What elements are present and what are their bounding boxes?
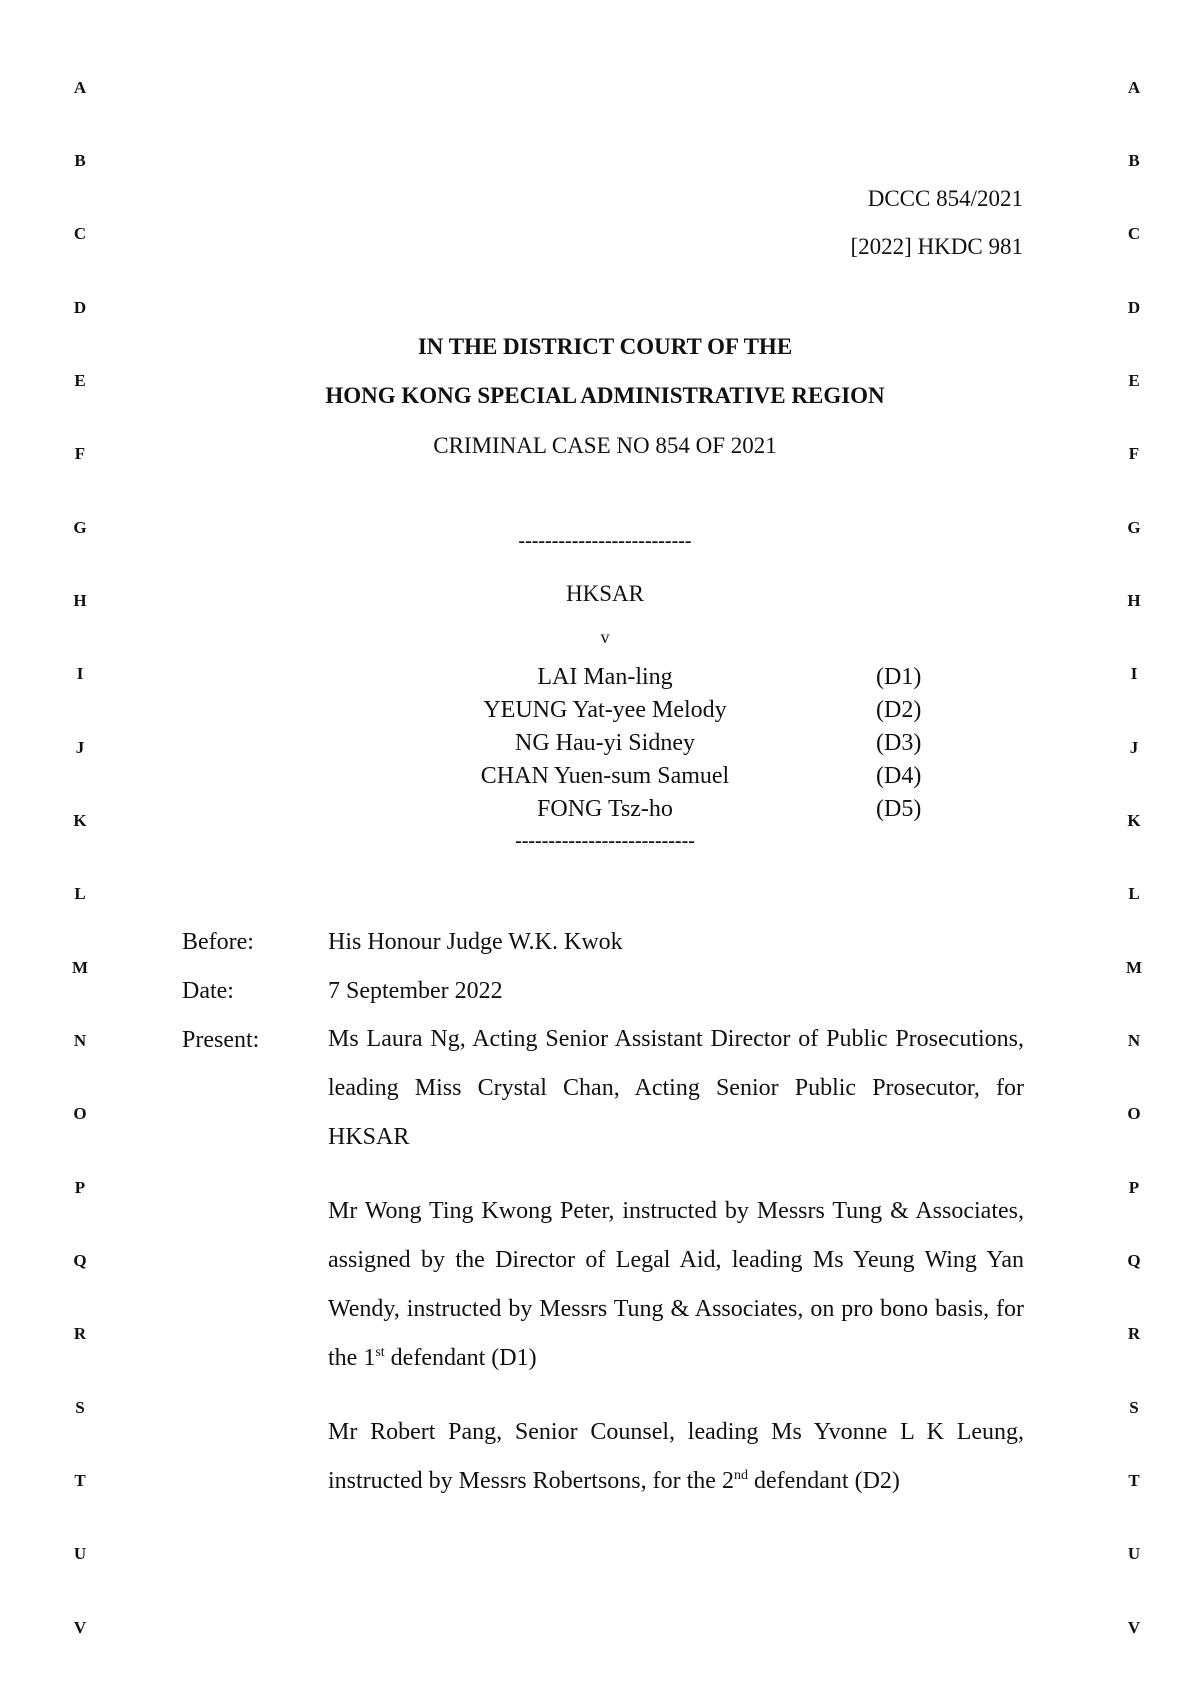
criminal-case-number: CRIMINAL CASE NO 854 OF 2021 bbox=[433, 433, 777, 458]
d2-ordinal-suffix: nd bbox=[733, 1468, 748, 1483]
d2-counsel bbox=[328, 1408, 1024, 1506]
margin-letter-u-left: U bbox=[73, 1544, 87, 1563]
defendant-code: (D3) bbox=[876, 730, 922, 756]
judge-name: His Honour Judge W.K. Kwok bbox=[328, 929, 623, 955]
margin-letter-k-left: K bbox=[73, 811, 87, 830]
d2-counsel-text: Mr Robert Pang, Senior Counsel, leading Ms Yvonne L K Leung, instructed by Messrs Robertsons, for the 2 bbox=[328, 1419, 1024, 1494]
margin-letter-t-left: T bbox=[74, 1471, 86, 1490]
defendant-name: LAI Man-ling bbox=[537, 664, 673, 690]
defendant-code: (D5) bbox=[876, 796, 922, 822]
margin-letter-f-left: F bbox=[74, 444, 86, 463]
date-label: Date: bbox=[182, 978, 234, 1004]
margin-letter-b-left: B bbox=[74, 151, 86, 170]
court-title-line-2: HONG KONG SPECIAL ADMINISTRATIVE REGION bbox=[325, 383, 885, 408]
margin-letter-g-left: G bbox=[73, 518, 87, 537]
present-label: Present: bbox=[182, 1027, 260, 1053]
margin-letter-l-right: L bbox=[1128, 884, 1140, 903]
margin-letter-h-left: H bbox=[73, 591, 87, 610]
d2-counsel-tail: defendant (D2) bbox=[747, 1468, 900, 1494]
margin-letter-q-right: Q bbox=[1127, 1251, 1141, 1270]
margin-letter-r-left: R bbox=[73, 1324, 87, 1343]
margin-letter-n-left: N bbox=[73, 1031, 87, 1050]
neutral-citation: [2022] HKDC 981 bbox=[850, 234, 1023, 259]
margin-letter-u-right: U bbox=[1127, 1544, 1141, 1563]
defendant-code: (D2) bbox=[876, 697, 922, 723]
versus-label: v bbox=[600, 627, 610, 647]
margin-letter-i-left: I bbox=[76, 664, 84, 683]
margin-letter-k-right: K bbox=[1127, 811, 1141, 830]
margin-letter-o-right: O bbox=[1127, 1104, 1141, 1123]
margin-letter-m-left: M bbox=[71, 958, 89, 977]
d1-ordinal-suffix: st bbox=[375, 1345, 385, 1360]
margin-letter-c-right: C bbox=[1127, 224, 1141, 243]
margin-letter-i-right: I bbox=[1130, 664, 1138, 683]
hearing-date: 7 September 2022 bbox=[328, 978, 503, 1004]
defendant-name: YEUNG Yat-yee Melody bbox=[483, 697, 727, 723]
defendant-code: (D1) bbox=[876, 664, 922, 690]
d1-counsel bbox=[328, 1187, 1024, 1383]
margin-letter-s-left: S bbox=[75, 1398, 85, 1417]
margin-letter-g-right: G bbox=[1127, 518, 1141, 537]
d1-counsel-text: Mr Wong Ting Kwong Peter, instructed by Messrs Tung & Associates, assigned by the Director of Legal Aid, leading Ms Yeung Wing Yan Wendy, instructed by Messrs Tung & Associates, on pro bono basis, for the 1 bbox=[328, 1198, 1024, 1371]
before-label: Before: bbox=[182, 929, 254, 955]
margin-letter-f-right: F bbox=[1128, 444, 1140, 463]
margin-letter-q-left: Q bbox=[73, 1251, 87, 1270]
prosecution-counsel: Ms Laura Ng, Acting Senior Assistant Director of Public Prosecutions, leading Miss Crystal Chan, Acting Senior Public Prosecutor, for HKSAR bbox=[328, 1026, 1024, 1150]
margin-letter-v-right: V bbox=[1127, 1618, 1141, 1637]
court-title-line-1: IN THE DISTRICT COURT OF THE bbox=[417, 334, 793, 359]
margin-letter-t-right: T bbox=[1128, 1471, 1140, 1490]
defendant-code: (D4) bbox=[876, 763, 922, 789]
margin-letter-p-right: P bbox=[1128, 1178, 1140, 1197]
margin-letter-n-right: N bbox=[1127, 1031, 1141, 1050]
margin-letter-e-right: E bbox=[1128, 371, 1140, 390]
defendant-name: CHAN Yuen-sum Samuel bbox=[480, 763, 730, 789]
margin-letter-h-right: H bbox=[1127, 591, 1141, 610]
margin-letter-b-right: B bbox=[1128, 151, 1140, 170]
margin-letter-j-left: J bbox=[75, 738, 85, 757]
margin-letter-o-left: O bbox=[73, 1104, 87, 1123]
d1-counsel-tail: defendant (D1) bbox=[384, 1345, 537, 1371]
divider-bottom: --------------------------- bbox=[515, 830, 695, 852]
margin-letter-m-right: M bbox=[1125, 958, 1143, 977]
margin-letter-p-left: P bbox=[74, 1178, 86, 1197]
margin-letter-d-right: D bbox=[1127, 298, 1141, 317]
margin-letter-a-left: A bbox=[73, 78, 87, 97]
margin-letter-j-right: J bbox=[1129, 738, 1139, 757]
margin-letter-s-right: S bbox=[1129, 1398, 1139, 1417]
margin-letter-a-right: A bbox=[1127, 78, 1141, 97]
margin-letter-c-left: C bbox=[73, 224, 87, 243]
margin-letter-l-left: L bbox=[74, 884, 86, 903]
margin-letter-r-right: R bbox=[1127, 1324, 1141, 1343]
margin-letter-v-left: V bbox=[73, 1618, 87, 1637]
case-number: DCCC 854/2021 bbox=[867, 186, 1023, 211]
margin-letter-e-left: E bbox=[74, 371, 86, 390]
divider-top: -------------------------- bbox=[518, 530, 692, 552]
margin-letter-d-left: D bbox=[73, 298, 87, 317]
defendant-name: FONG Tsz-ho bbox=[537, 796, 673, 822]
prosecution-party: HKSAR bbox=[566, 581, 644, 606]
defendant-name: NG Hau-yi Sidney bbox=[515, 730, 695, 756]
